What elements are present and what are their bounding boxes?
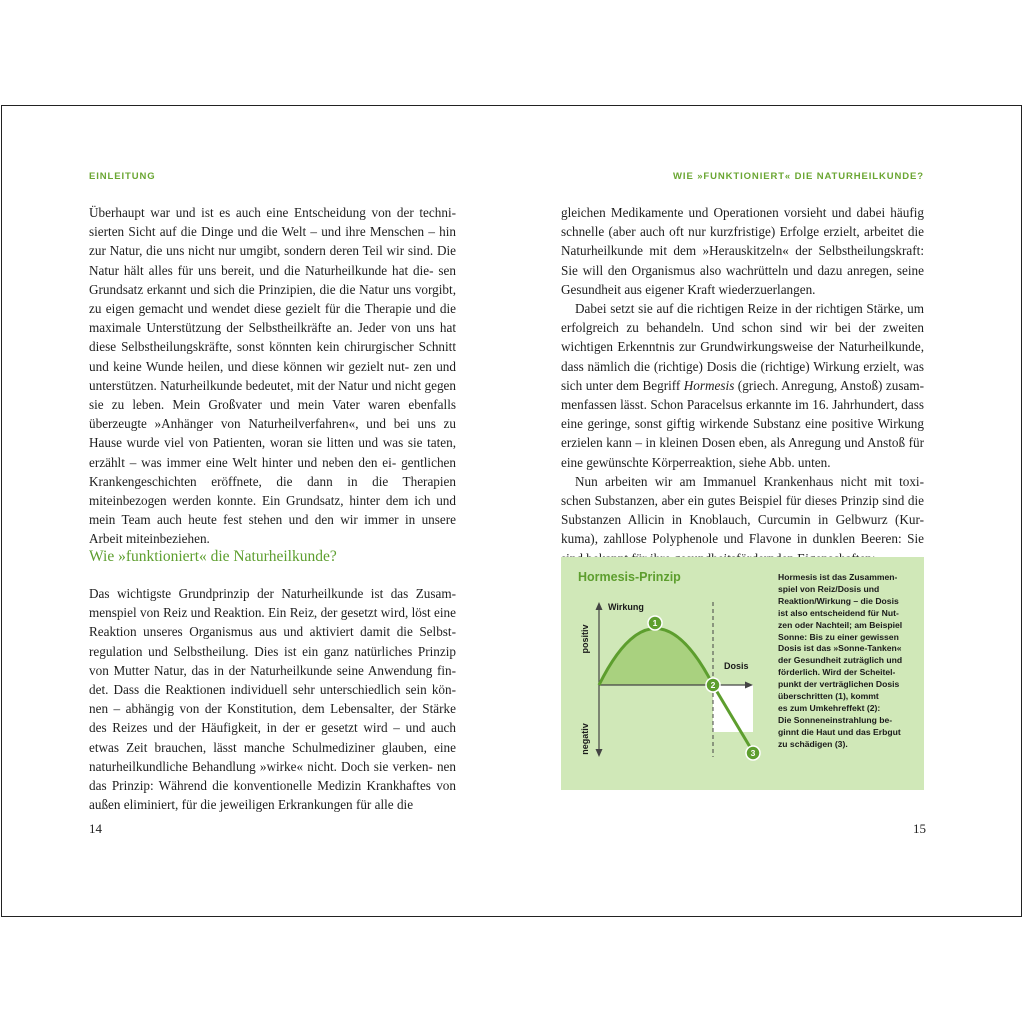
caption-line: der Gesundheit zuträglich und [778, 655, 903, 666]
text-run: (griech. Anregung, Anstoß) zusam- menfassen lässt. Schon Paracelsus erkannte im 16. Jahrhundert, dass eine geringe, sonst giftig wirkende Substanz eine positive Wirkung erzielen kann – in kleinen Dosen eben, als Anregung und Anstoß für eine gewünschte Körperreaktion, siehe Abb. unten. [561, 377, 924, 470]
y-axis-arrow-up [596, 602, 603, 610]
yaxis-label-wirkung: Wirkung [608, 602, 644, 612]
marker-1-label: 1 [652, 618, 658, 628]
hormesis-figure [561, 557, 924, 790]
paragraph: gleichen Medikamente und Operationen vorsieht und dabei häufig schnelle (aber auch oft nur kurzfristige) Erfolge erzielt, arbeitet die Naturheilkunde mit dem »Herauskitzeln« der Selbstheilungskraft: Sie will den Organismus also wachrütteln und dazu anregen, seine Gesundheit aus eigener Kraft wiederzuerlangen. [561, 205, 924, 297]
paragraph [561, 299, 924, 472]
page-number-left: 14 [89, 821, 102, 836]
caption-line: Dosis ist das »Sonne-Tanken« [778, 643, 902, 654]
running-head-left: EINLEITUNG [89, 171, 156, 182]
caption-line: förderlich. Wird der Scheitel- [778, 667, 896, 678]
caption-line: spiel von Reiz/Dosis und [778, 583, 880, 594]
caption-line: punkt der verträglichen Dosis [778, 679, 900, 690]
caption-line: Sonne: Bis zu einer gewissen [778, 631, 899, 642]
paragraph: Das wichtigste Grundprinzip der Naturheilkunde ist das Zusam- menspiel von Reiz und Reaktion. Ein Reiz, der gesetzt wird, löst eine Reaktion unseres Organismus aus und aktiviert damit die Selbst- regulation und Selbstheilung. Dies ist ein ganz natürliches Prinzip von Mutter Natur, das in der Naturheilkunde seine Anwendung fin- det. Dass die Reaktionen individuell sehr unterschiedlich sein kön- nen – abhängig von der Konstitution, dem Lebensalter, der Stärke des Reizes und der Häufigkeit, in der er gesetzt wird – und auch etwas Zeit brauchen, lässt manche Schulmediziner glauben, eine naturheilkundliche Behandlung »wirke« nicht. Doch sie verken- nen das Prinzip: Während die konventionelle Medizin Krankhaftes von außen eliminiert, für die jeweiligen Erkrankungen für alle die [89, 586, 456, 813]
running-head-right: WIE »FUNKTIONIERT« DIE NATURHEILKUNDE? [673, 171, 924, 182]
marker-2-label: 2 [710, 680, 716, 690]
caption-line: ist also entscheidend für Nut- [778, 607, 899, 618]
caption-line: Reaktion/Wirkung – die Dosis [778, 595, 899, 606]
left-text-block-1 [89, 203, 456, 549]
caption-line: Die Sonneneinstrahlung be- [778, 714, 893, 725]
page-number-right: 15 [913, 821, 926, 836]
caption-line: ginnt die Haut und das Erbgut [778, 726, 901, 737]
text-run: Dabei setzt sie auf die richtigen Reize in der richtigen Stärke, um erfolgreich zu behandeln. Und schon sind wir bei der zweiten wichtigen Erkenntnis zur Grundwirkungsweise der Naturheilkunde, dass nämlich die (richtige) Dosis die (richtige) Wirkung erzielt, was sich unter dem Begriff [561, 301, 924, 393]
right-text-block [561, 203, 924, 568]
ylabel-negativ: negativ [580, 723, 590, 755]
marker-3-label: 3 [750, 748, 756, 758]
left-text-block-2 [89, 584, 456, 814]
caption-line: es zum Umkehreffekt (2): [778, 702, 881, 713]
caption-line: überschritten (1), kommt [778, 691, 879, 702]
negative-area-box [713, 685, 753, 732]
ylabel-positiv: positiv [580, 624, 590, 654]
term-hormesis: Hormesis [683, 377, 735, 393]
caption-line: zen oder Nachteil; am Beispiel [778, 619, 903, 630]
figure-title: Hormesis-Prinzip [578, 570, 681, 584]
caption-line: Hormesis ist das Zusammen- [778, 572, 898, 582]
paragraph: Überhaupt war und ist es auch eine Entscheidung von der techni- sierten Sicht auf die Dinge und die Welt – und ihre Menschen – hin zur Natur, die uns nicht nur umgibt, sondern deren Teil wir sind. Die Natur hält alles für uns bereit, und die Naturheilkunde hat die- sen Grundsatz erkannt und sich die Prinzipien, die die Natur uns vorgibt, zu eigen gemacht und wendet diese gezielt für die Therapie und die maximale Unterstützung der Selbstheilkräfte an. Jeder von uns hat diese Selbstheilungskräfte, sonst könnten kein chirurgischer Schnitt und keine Wunde heilen, und diese können wir gezielt nut- zen und unterstützen. Naturheilkunde bedeutet, mit der Natur und nicht gegen sie zu leben. Mein Großvater und mein Vater waren ebenfalls überzeugte »Anhänger von Naturheilverfahren«, und bei uns zu Hause wurde viel von Patienten, woran sie litten und was sie taten, erzählt – was immer eine Welt hinter und neben den ei- gentlichen Krankengeschichten eröffnete, die dann in die Therapien miteinbezogen werden konnte. Ein Grundsatz, hinter dem ich und mein Team auch heute fest stehen und den wir immer in unsere Arbeit miteinbeziehen. [89, 205, 456, 547]
y-axis-arrow-down [596, 749, 603, 757]
section-heading: Wie »funktioniert« die Naturheilkunde? [89, 548, 337, 565]
caption-line: zu schädigen (3). [778, 738, 848, 749]
paragraph: Nun arbeiten wir am Immanuel Krankenhaus nicht mit toxi- schen Substanzen, aber ein gutes Beispiel für dieses Prinzip sind die Substanzen Allicin in Knoblauch, Curcumin in Gelbwurz (Kur- kuma), zahllose Polyphenole und Flavone in dunklen Beeren: Sie [561, 473, 924, 547]
figure-caption [778, 572, 918, 751]
xaxis-label-dosis: Dosis [724, 661, 749, 671]
